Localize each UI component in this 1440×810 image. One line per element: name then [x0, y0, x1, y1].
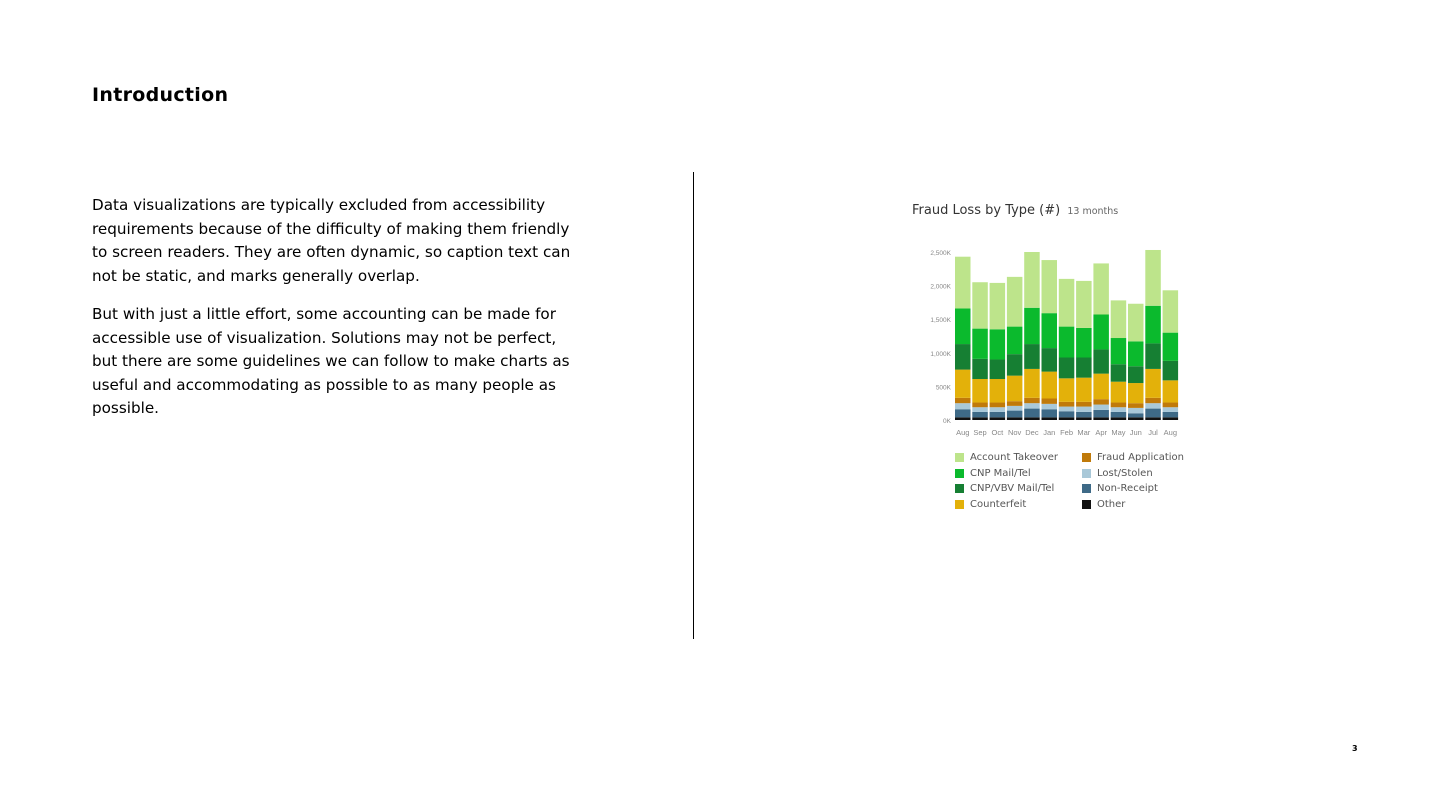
- x-tick-label: Jul: [1148, 428, 1158, 437]
- bar-segment: [990, 283, 1006, 329]
- bar-segment: [990, 407, 1006, 412]
- bar-segment: [955, 409, 971, 417]
- legend-label: Other: [1097, 498, 1126, 510]
- bar-segment: [972, 403, 988, 408]
- bar-segment: [955, 308, 971, 344]
- y-tick-label: 2,500K: [930, 250, 951, 257]
- bar-segment: [1042, 398, 1058, 403]
- x-tick-label: Aug: [1163, 428, 1178, 437]
- bar-segment: [1145, 306, 1161, 344]
- legend-label: Account Takeover: [970, 452, 1059, 464]
- bar-segment: [1024, 308, 1040, 344]
- bar-segment: [1111, 382, 1127, 403]
- y-tick-label: 0K: [943, 418, 951, 425]
- bar-segment: [972, 329, 988, 359]
- legend-swatch: [1082, 484, 1091, 493]
- legend-item: [1082, 451, 1205, 465]
- legend-swatch: [1082, 500, 1091, 509]
- bar-segment: [1145, 403, 1161, 408]
- bar-segment: [1007, 354, 1023, 376]
- bar-segment: [1042, 260, 1058, 313]
- x-tick-label: Jun: [1129, 428, 1142, 437]
- x-tick-label: Dec: [1025, 428, 1039, 437]
- x-tick-label: Aug: [956, 428, 970, 437]
- bar-segment: [1093, 314, 1109, 349]
- bar-segment: [1059, 402, 1075, 407]
- chart-subtitle: 13 months: [1067, 206, 1119, 217]
- chart-title: Fraud Loss by Type (#): [912, 203, 1061, 218]
- y-tick-label: 500K: [935, 384, 951, 392]
- bar-segment: [1024, 344, 1040, 369]
- bar-segment: [1128, 403, 1144, 408]
- x-tick-label: Mar: [1077, 428, 1091, 437]
- legend-item: [955, 498, 1082, 512]
- bar-segment: [990, 379, 1006, 403]
- x-tick-label: Nov: [1007, 428, 1022, 437]
- bar-segment: [972, 407, 988, 412]
- bar-segment: [1007, 401, 1023, 406]
- bar-segment: [1042, 404, 1058, 409]
- legend-label: Lost/Stolen: [1097, 467, 1153, 479]
- legend-label: Non-Receipt: [1097, 483, 1158, 495]
- bar-segment: [1007, 411, 1023, 418]
- legend-item: [1082, 482, 1205, 496]
- legend-swatch: [955, 500, 964, 509]
- bar-segment: [990, 360, 1006, 379]
- bar-segment: [1093, 399, 1109, 404]
- bar-segment: [1024, 252, 1040, 308]
- bar-segment: [1128, 413, 1144, 417]
- bar-segment: [1007, 406, 1023, 411]
- bar-segment: [1024, 398, 1040, 403]
- bar-segment: [1076, 358, 1092, 378]
- bar-segment: [1024, 409, 1040, 418]
- bar-segment: [1093, 374, 1109, 400]
- bar-segment: [1111, 364, 1127, 381]
- bar-segment: [1024, 369, 1040, 398]
- stacked-bar-chart: [910, 240, 1190, 445]
- bar-segment: [1076, 378, 1092, 402]
- bar-segment: [955, 403, 971, 409]
- legend-item: [955, 451, 1082, 465]
- bar-segment: [972, 359, 988, 379]
- bar-segment: [1059, 417, 1075, 420]
- bar-segment: [1145, 398, 1161, 403]
- bar-segment: [1145, 369, 1161, 398]
- bar-segment: [1128, 383, 1144, 403]
- bar-segment: [955, 398, 971, 403]
- bar-segment: [1093, 417, 1109, 420]
- x-tick-label: May: [1111, 428, 1126, 437]
- bar-segment: [1007, 376, 1023, 402]
- bar-segment: [1163, 361, 1179, 380]
- bar-segment: [1163, 333, 1179, 361]
- y-tick-label: 2,000K: [930, 283, 951, 291]
- bar-segment: [1093, 263, 1109, 314]
- bar-segment: [972, 417, 988, 420]
- bar-segment: [972, 282, 988, 328]
- bar-segment: [1145, 409, 1161, 418]
- bar-segment: [1059, 327, 1075, 358]
- bar-segment: [1042, 313, 1058, 348]
- intro-paragraph-1: Data visualizations are typically excluded from accessibility requirements because of the difficulty of making them friendly to screen readers. They are often dynamic, so caption text can not be static, and marks generally overlap.: [92, 196, 571, 285]
- x-tick-label: Feb: [1060, 428, 1074, 437]
- bar-segment: [1163, 417, 1179, 420]
- bar-segment: [1076, 417, 1092, 420]
- bar-segment: [1111, 338, 1127, 364]
- legend-swatch: [955, 484, 964, 493]
- legend-swatch: [1082, 453, 1091, 462]
- bar-segment: [972, 412, 988, 417]
- bar-segment: [1042, 372, 1058, 399]
- chart-legend: [955, 451, 1205, 511]
- bar-segment: [1093, 349, 1109, 373]
- bar-segment: [1163, 380, 1179, 402]
- bar-segment: [1042, 348, 1058, 372]
- bar-segment: [1128, 304, 1144, 342]
- bar-segment: [1128, 341, 1144, 366]
- bar-segment: [1076, 328, 1092, 358]
- bar-segment: [1128, 366, 1144, 383]
- legend-label: CNP/VBV Mail/Tel: [970, 483, 1055, 495]
- bar-segment: [1059, 358, 1075, 379]
- legend-swatch: [955, 453, 964, 462]
- bar-segment: [1042, 417, 1058, 420]
- bar-segment: [1111, 403, 1127, 408]
- bar-segment: [1076, 402, 1092, 407]
- bar-segment: [1076, 281, 1092, 328]
- bar-segment: [1163, 403, 1179, 408]
- bar-segment: [1128, 408, 1144, 413]
- bar-segment: [1059, 378, 1075, 402]
- bar-segment: [1076, 412, 1092, 417]
- bar-segment: [955, 370, 971, 398]
- bar-segment: [1145, 250, 1161, 306]
- bar-segment: [1093, 405, 1109, 410]
- column-divider: [693, 172, 694, 639]
- legend-swatch: [1082, 469, 1091, 478]
- y-tick-label: 1,000K: [930, 350, 951, 358]
- bar-segment: [1059, 407, 1075, 412]
- y-tick-label: 1,500K: [930, 317, 951, 325]
- legend-label: Counterfeit: [970, 498, 1027, 510]
- bar-segment: [972, 379, 988, 403]
- bar-segment: [1007, 277, 1023, 327]
- bar-segment: [1111, 300, 1127, 338]
- bar-segment: [1007, 417, 1023, 420]
- bar-segment: [955, 344, 971, 370]
- x-tick-label: Jan: [1043, 428, 1056, 437]
- chart-title-block: [912, 203, 1118, 218]
- legend-item: [1082, 467, 1205, 481]
- bar-segment: [1076, 407, 1092, 412]
- bar-segment: [955, 417, 971, 420]
- bar-segment: [1024, 403, 1040, 408]
- bar-segment: [1163, 290, 1179, 332]
- page-title: Introduction: [92, 84, 229, 106]
- bar-segment: [1163, 407, 1179, 412]
- bar-segment: [1093, 410, 1109, 417]
- bar-segment: [1111, 412, 1127, 417]
- x-tick-label: Sep: [973, 428, 987, 437]
- bar-segment: [1059, 411, 1075, 417]
- bar-segment: [955, 257, 971, 309]
- bar-segment: [1111, 417, 1127, 420]
- bar-segment: [1111, 407, 1127, 412]
- bar-segment: [990, 412, 1006, 417]
- bar-segment: [990, 417, 1006, 420]
- bar-segment: [1128, 417, 1144, 420]
- bar-segment: [1163, 412, 1179, 417]
- legend-label: CNP Mail/Tel: [970, 467, 1031, 479]
- bar-segment: [1059, 279, 1075, 327]
- legend-item: [1082, 498, 1205, 512]
- bar-segment: [1024, 417, 1040, 420]
- bar-segment: [1145, 417, 1161, 420]
- legend-label: Fraud Application: [1097, 452, 1185, 464]
- x-tick-label: Apr: [1095, 428, 1107, 437]
- legend-item: [955, 467, 1082, 481]
- bar-segment: [990, 329, 1006, 359]
- x-tick-label: Oct: [991, 428, 1004, 437]
- bar-segment: [1042, 409, 1058, 417]
- intro-paragraph-2: But with just a little effort, some accounting can be made for accessible use of visualization. Solutions may not be perfect, but there are some guidelines we can follow to make charts as useful and accommodating as possible to as many people as possible.: [92, 305, 570, 417]
- bar-segment: [1007, 327, 1023, 355]
- legend-swatch: [955, 469, 964, 478]
- bar-segment: [1145, 343, 1161, 369]
- bar-segment: [990, 403, 1006, 408]
- intro-text: [92, 194, 582, 436]
- legend-item: [955, 482, 1082, 496]
- page-number: 3: [1352, 744, 1358, 753]
